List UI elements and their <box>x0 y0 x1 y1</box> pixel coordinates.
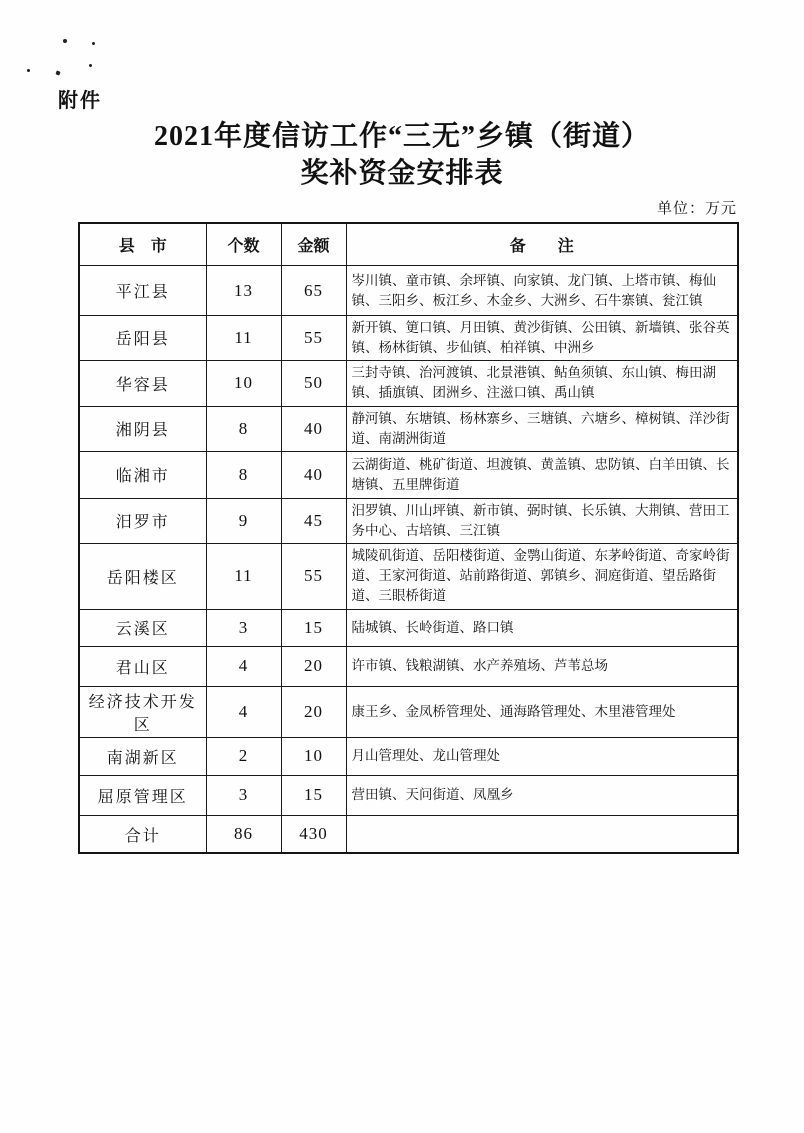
cell-county: 湘阴县 <box>79 406 206 451</box>
cell-amount: 55 <box>281 543 346 609</box>
cell-count: 4 <box>206 646 281 686</box>
cell-county: 合计 <box>79 815 206 853</box>
title-line-1: 2021年度信访工作“三无”乡镇（街道） <box>153 121 650 152</box>
cell-remark: 城陵矶街道、岳阳楼街道、金鹗山街道、东茅岭街道、奇家岭街道、王家河街道、站前路街道、郭镇乡、洞庭街道、望岳路街道、三眼桥街道 <box>346 543 738 609</box>
cell-amount: 45 <box>281 498 346 543</box>
cell-amount: 15 <box>281 775 346 815</box>
cell-county: 君山区 <box>79 646 206 686</box>
scan-noise-dot <box>92 42 95 45</box>
cell-remark: 许市镇、钱粮湖镇、水产养殖场、芦苇总场 <box>346 646 738 686</box>
title-line-2: 奖补资金安排表 <box>300 158 504 189</box>
cell-county: 岳阳县 <box>79 316 206 361</box>
cell-remark: 营田镇、天问街道、凤凰乡 <box>346 775 738 815</box>
cell-county: 平江县 <box>79 266 206 316</box>
scan-noise-dot <box>55 70 60 75</box>
cell-amount: 40 <box>281 406 346 451</box>
scan-noise-dot <box>89 64 92 67</box>
unit-label: 单位：万元 <box>656 201 737 217</box>
cell-amount: 10 <box>281 737 346 775</box>
cell-county: 临湘市 <box>79 451 206 498</box>
cell-county: 汨罗市 <box>79 498 206 543</box>
table-header <box>79 223 738 266</box>
cell-amount: 430 <box>281 815 346 853</box>
table-row <box>79 775 738 815</box>
table-body <box>79 266 738 854</box>
attachment-label: 附件 <box>58 90 102 112</box>
header-county: 县 市 <box>79 223 206 266</box>
header-remark: 备 注 <box>346 223 738 266</box>
table-row <box>79 609 738 646</box>
table-row <box>79 266 738 316</box>
cell-count: 11 <box>206 316 281 361</box>
table-row <box>79 316 738 361</box>
cell-count: 10 <box>206 360 281 406</box>
cell-remark: 静河镇、东塘镇、杨林寨乡、三塘镇、六塘乡、樟树镇、洋沙街道、南湖洲街道 <box>346 406 738 451</box>
cell-count: 2 <box>206 737 281 775</box>
cell-count: 11 <box>206 543 281 609</box>
cell-remark: 云湖街道、桃矿街道、坦渡镇、黄盖镇、忠防镇、白羊田镇、长塘镇、五里牌街道 <box>346 451 738 498</box>
cell-count: 4 <box>206 686 281 737</box>
cell-county: 经济技术开发区 <box>79 686 206 737</box>
header-amount: 金额 <box>281 223 346 266</box>
cell-count: 8 <box>206 451 281 498</box>
cell-remark: 陆城镇、长岭街道、路口镇 <box>346 609 738 646</box>
cell-county: 华容县 <box>79 360 206 406</box>
cell-remark <box>346 815 738 853</box>
cell-count: 3 <box>206 775 281 815</box>
cell-count: 86 <box>206 815 281 853</box>
cell-amount: 55 <box>281 316 346 361</box>
scan-noise-dot <box>27 69 30 72</box>
cell-remark: 康王乡、金凤桥管理处、通海路管理处、木里港管理处 <box>346 686 738 737</box>
cell-remark: 三封寺镇、治河渡镇、北景港镇、鲇鱼须镇、东山镇、梅田湖镇、插旗镇、团洲乡、注滋口镇、禹山镇 <box>346 360 738 406</box>
table-row <box>79 406 738 451</box>
cell-count: 9 <box>206 498 281 543</box>
cell-remark: 汨罗镇、川山坪镇、新市镇、弼时镇、长乐镇、大荆镇、营田工务中心、古培镇、三江镇 <box>346 498 738 543</box>
cell-count: 8 <box>206 406 281 451</box>
table-row <box>79 815 738 853</box>
cell-county: 南湖新区 <box>79 737 206 775</box>
cell-amount: 50 <box>281 360 346 406</box>
cell-amount: 20 <box>281 646 346 686</box>
table-row <box>79 498 738 543</box>
table-row <box>79 543 738 609</box>
cell-count: 13 <box>206 266 281 316</box>
table-row <box>79 451 738 498</box>
header-count: 个数 <box>206 223 281 266</box>
cell-amount: 20 <box>281 686 346 737</box>
document-title <box>0 118 804 192</box>
cell-amount: 40 <box>281 451 346 498</box>
cell-county: 云溪区 <box>79 609 206 646</box>
cell-county: 岳阳楼区 <box>79 543 206 609</box>
cell-remark: 岑川镇、童市镇、余坪镇、向家镇、龙门镇、上塔市镇、梅仙镇、三阳乡、板江乡、木金乡、大洲乡、石牛寨镇、瓮江镇 <box>346 266 738 316</box>
cell-amount: 65 <box>281 266 346 316</box>
table-row <box>79 646 738 686</box>
table-row <box>79 686 738 737</box>
cell-remark: 新开镇、筻口镇、月田镇、黄沙街镇、公田镇、新墙镇、张谷英镇、杨林街镇、步仙镇、柏祥镇、中洲乡 <box>346 316 738 361</box>
header-row <box>79 223 738 266</box>
cell-amount: 15 <box>281 609 346 646</box>
table-row <box>79 737 738 775</box>
table-row <box>79 360 738 406</box>
cell-remark: 月山管理处、龙山管理处 <box>346 737 738 775</box>
subsidy-table <box>78 222 739 854</box>
cell-county: 屈原管理区 <box>79 775 206 815</box>
cell-count: 3 <box>206 609 281 646</box>
scan-noise-dot <box>63 39 67 43</box>
